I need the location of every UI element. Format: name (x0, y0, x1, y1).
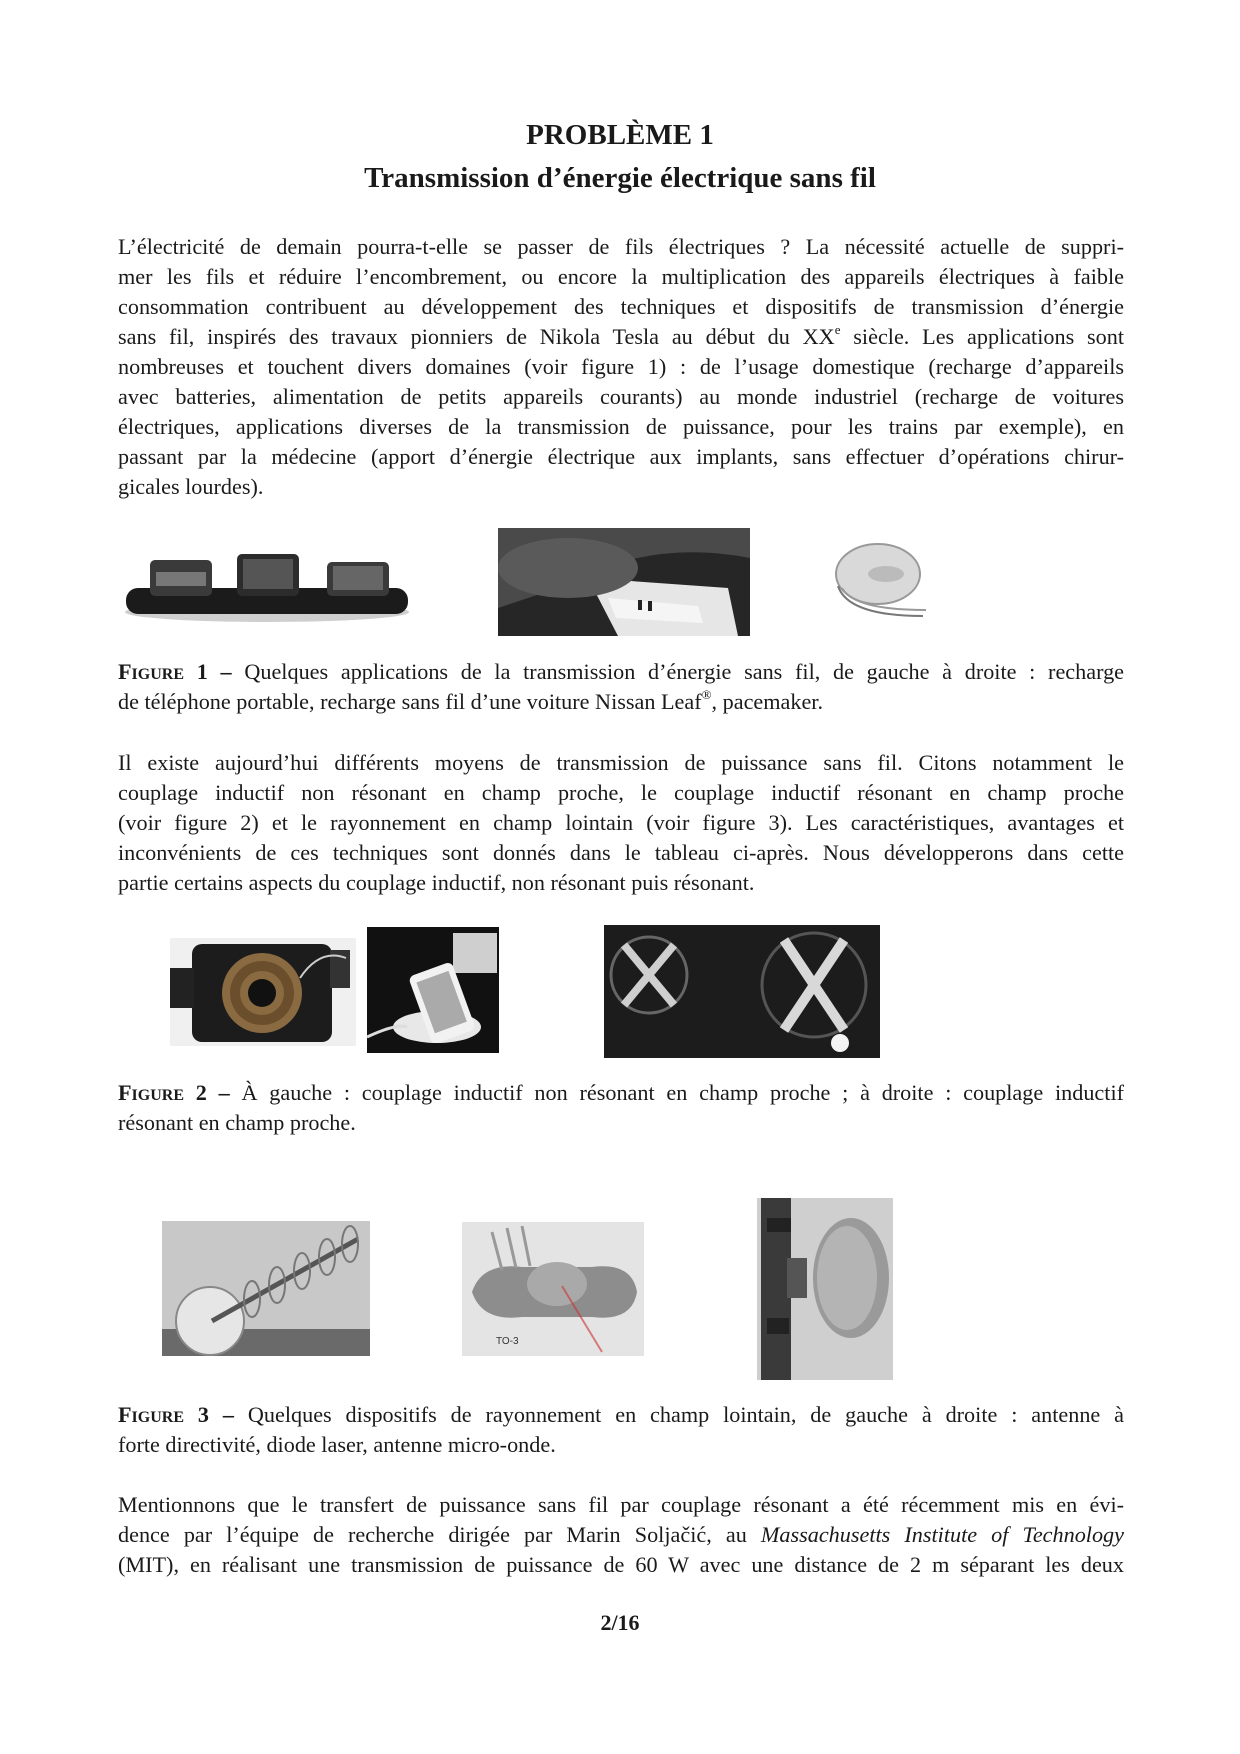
text-line: sans fil, inspirés des travaux pionniers de Nikola Tesla au début du XXe siècle. Les applications sont (118, 321, 1124, 349)
resonant-coils-image (604, 925, 880, 1058)
phone-charging-pad-image (122, 550, 412, 625)
text-line: (voir figure 2) et le rayonnement en champ lointain (voir figure 3). Les caractéristiques, avantages et (118, 810, 1124, 835)
microwave-antenna-image (757, 1198, 893, 1380)
text-line: électriques, applications diverses de la transmission de puissance, pour les trains par exemple), en (118, 414, 1124, 439)
text-line: inconvénients de ces techniques sont donnés dans le tableau ci-après. Nous développerons dans cette (118, 840, 1124, 865)
text-line: Mentionnons que le transfert de puissance sans fil par couplage résonant a été récemment mis en évi- (118, 1492, 1124, 1517)
text-line: avec batteries, alimentation de petits appareils courants) au monde industriel (recharge de voitures (118, 384, 1124, 409)
text-line: nombreuses et touchent divers domaines (voir figure 1) : de l’usage domestique (recharge d’appareils (118, 354, 1124, 379)
text-line: partie certains aspects du couplage inductif, non résonant puis résonant. (118, 870, 755, 895)
problem-subtitle: Transmission d’énergie électrique sans fil (364, 162, 876, 194)
paragraph-2 (118, 748, 1124, 898)
directional-antenna-image (162, 1221, 370, 1356)
paragraph-3 (118, 1490, 1124, 1580)
figure-3-caption: Figure 3 – Quelques dispositifs de rayonnement en champ lointain, de gauche à droite : antenne à forte directivité, diode laser, antenne micro-onde. (118, 1402, 1124, 1457)
text-line: gicales lourdes). (118, 474, 264, 499)
problem-title: PROBLÈME 1 (526, 119, 714, 151)
laser-diode-image (462, 1222, 644, 1356)
text-line: passant par la médecine (apport d’énergie électrique aux implants, sans effectuer d’opérations chirur- (118, 444, 1124, 469)
nissan-leaf-charging-image (498, 528, 750, 636)
text-line: consommation contribuent au développement des techniques et dispositifs de transmission d’énergie (118, 294, 1124, 319)
diode-package-label: TO-3 (496, 1336, 519, 1347)
text-line: dence par l’équipe de recherche dirigée par Marin Soljačić, au Massachusetts Institute of Technology (118, 1522, 1125, 1547)
text-line: L’électricité de demain pourra-t-elle se passer de fils électriques ? La nécessité actuelle de suppri- (118, 234, 1124, 259)
figure-2-caption: Figure 2 – À gauche : couplage inductif non résonant en champ proche ; à droite : couplage inductif résonant en champ proche. (118, 1080, 1124, 1135)
figure-1-label: Figure 1 – (118, 659, 232, 684)
figure-1-caption: Figure 1 – Quelques applications de la transmission d’énergie sans fil, de gauche à droite : recharge de téléphone portable, recharge sans fil d’une voiture Nissan Leaf®, pacemaker. (118, 659, 1125, 714)
pacemaker-image (828, 536, 930, 624)
text-line: mer les fils et réduire l’encombrement, ou encore la multiplication des appareils électriques à faible (118, 264, 1124, 289)
inductive-coil-image (170, 938, 356, 1046)
phone-on-charger-image (367, 927, 499, 1053)
intro-paragraph (118, 232, 1124, 502)
text-line: (MIT), en réalisant une transmission de puissance de 60 W avec une distance de 2 m séparant les deux (118, 1552, 1124, 1577)
figure-2-label: Figure 2 – (118, 1080, 230, 1105)
figure-3-label: Figure 3 – (118, 1402, 234, 1427)
page-number: 2/16 (600, 1610, 640, 1635)
text-line: couplage inductif non résonant en champ proche, le couplage inductif résonant en champ proche (118, 780, 1124, 805)
text-line: Il existe aujourd’hui différents moyens de transmission de puissance sans fil. Citons notamment le (118, 750, 1124, 775)
